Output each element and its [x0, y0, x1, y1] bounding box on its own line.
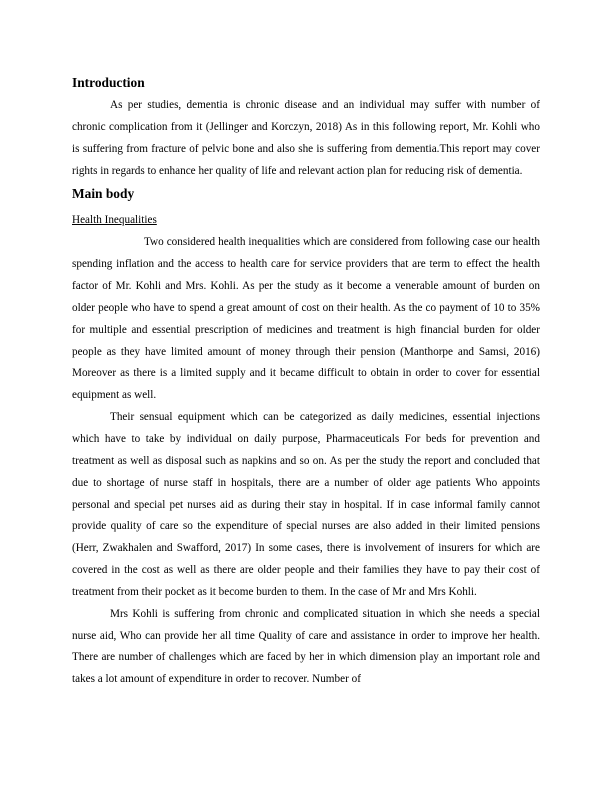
paragraph-introduction-1: As per studies, dementia is chronic disease and an individual may suffer with number of chronic complication from it (Jellinger and Korczyn, 2018) As in this following report, Mr. Kohli who is suffering from fracture of pelvic bone and also she is suffering from dementia.This report may cover rights in regards to enhance her quality of life and relevant action plan for reducing risk of dementia. — [72, 99, 540, 177]
subsection-heading-health-inequalities: Health Inequalities — [72, 214, 157, 227]
section-heading-introduction: Introduction — [72, 75, 145, 90]
section-heading-main-body: Main body — [72, 185, 135, 201]
paragraph-health-inequalities-3: Mrs Kohli is suffering from chronic and complicated situation in which she needs a special nurse aid, Who can provide her all time Quality of care and assistance in order to improve her health. There are number of challenges which are faced by her in which dimension play an important role and takes a lot amount of expenditure in order to recover. Number of — [72, 607, 540, 686]
document-body — [72, 72, 540, 691]
paragraph-health-inequalities-2: Their sensual equipment which can be categorized as daily medicines, essential injections which have to take by individual on daily purpose, Pharmaceuticals For beds for prevention and treatment as well as disposal such as napkins and so on. As per the study the report and concluded that due to shortage of nurse staff in hospitals, there are a number of older age patients Who appoints personal and special pet nurses aid as during their stay in hospital. If in case informal family cannot provide quality of care so the expenditure of special nurses are also added in their limited pensions (Herr, Zwakhalen and Swafford, 2017) In some cases, there is involvement of insurers for which are covered in the cost as well as there are older people and their families they have to pay their cost of treatment from their pocket as it become burden to them. In the case of Mr and Mrs Kohli. — [72, 411, 540, 598]
paragraph-health-inequalities-1: Two considered health inequalities which are considered from following case our health spending inflation and the access to health care for service providers that are term to effect the health factor of Mr. Kohli and Mrs. Kohli. As per the study as it become a venerable amount of burden on older people who have to spend a great amount of cost on their health. As the co payment of 10 to 35% for multiple and essential prescription of medicines and treatment is high financial burden for older people as they have limited amount of money through their pension (Manthorpe and Samsi, 2016) Moreover as there is a limited supply and it became difficult to obtain in order to cover for essential equipment as well. — [72, 236, 540, 402]
